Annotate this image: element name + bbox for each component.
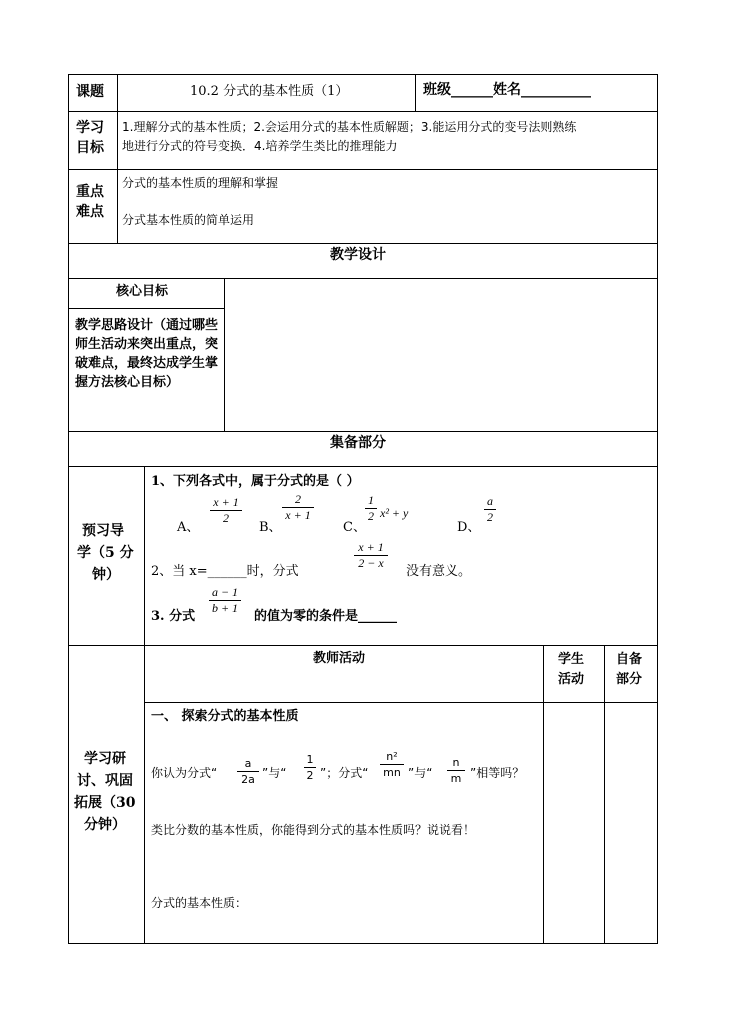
section-1-heading: 一、 探索分式的基本性质	[151, 709, 299, 724]
col-divider	[117, 74, 118, 244]
question-2-tail: 没有意义。	[406, 564, 472, 579]
key-points-label: 重点	[76, 184, 104, 200]
design-heading: 教学设计	[330, 247, 386, 263]
teacher-activity-header: 教师活动	[313, 651, 366, 666]
goals-text: 1.理解分式的基本性质；2.会运用分式的基本性质解题；3.能运用分式的变号法则熟练	[122, 120, 577, 134]
fraction-option-b: 2 x + 1	[282, 493, 314, 522]
prep-heading: 集备部分	[330, 435, 386, 451]
fraction-question-3: a − 1 b + 1	[209, 586, 241, 615]
student-activity-header: 活动	[558, 672, 585, 687]
equivalence-question: ”相等吗？	[470, 766, 525, 780]
question-1: 1、下列各式中，属于分式的是（ ）	[151, 474, 360, 489]
key-points-label: 难点	[76, 204, 104, 220]
study-label: 讨、巩固	[77, 773, 133, 789]
topic-value: 10.2 分式的基本性质（1）	[190, 84, 349, 99]
question-3: 3. 分式	[151, 609, 196, 624]
row-divider	[68, 111, 658, 112]
self-prep-header: 部分	[616, 672, 643, 687]
property-prompt: 分式的基本性质：	[151, 896, 248, 910]
row-divider	[68, 278, 658, 279]
question-2: 2、当 x=______时，分式	[151, 564, 299, 579]
preview-label: 预习导	[82, 523, 124, 539]
approach-label: 教学思路设计（通过哪些师生活动来突出重点，突破难点，最终达成学生掌握方法核心目标）	[75, 318, 219, 390]
table-border-top	[68, 74, 658, 75]
class-name-field: 班级______姓名__________	[423, 82, 591, 98]
row-divider	[144, 702, 658, 703]
row-divider	[68, 308, 224, 309]
goals-label: 目标	[76, 140, 104, 156]
option-b-label: B、	[259, 520, 282, 535]
option-d-label: D、	[457, 520, 481, 535]
fraction-n-over-m: n m	[447, 756, 465, 785]
option-c-tail: x² + y	[380, 506, 409, 520]
row-divider	[68, 169, 658, 170]
study-label: 学习研	[84, 751, 126, 767]
row-divider	[68, 431, 658, 432]
question-3-tail: 的值为零的条件是______	[254, 609, 398, 624]
equivalence-question: ”与“	[262, 766, 287, 780]
col-divider	[604, 645, 605, 944]
preview-label: 学（5 分	[77, 545, 134, 561]
fraction-option-c: 1 2	[365, 494, 377, 523]
self-prep-header: 自备	[616, 652, 643, 667]
table-border-bottom	[68, 943, 658, 944]
student-activity-header: 学生	[558, 652, 585, 667]
fraction-n2-over-mn: n² mn	[380, 750, 404, 779]
col-divider	[543, 645, 544, 944]
row-divider	[68, 645, 658, 646]
fraction-1-over-2: 1 2	[304, 753, 316, 782]
analogy-prompt: 类比分数的基本性质，你能得到分式的基本性质吗？说说看！	[151, 823, 476, 837]
equivalence-question: ”与“	[408, 766, 433, 780]
key-point-text: 分式的基本性质的理解和掌握	[122, 176, 279, 190]
goals-label: 学习	[76, 120, 104, 136]
table-border-right	[657, 74, 658, 944]
fraction-a-over-2a: a 2a	[237, 757, 259, 786]
option-a-label: A、	[177, 520, 200, 535]
col-divider	[144, 466, 145, 944]
topic-label: 课题	[76, 84, 104, 100]
equivalence-question: ”；分式“	[320, 766, 369, 780]
study-label: 分钟）	[84, 817, 126, 833]
row-divider	[68, 243, 658, 244]
core-goal-label: 核心目标	[116, 284, 169, 299]
fraction-option-a: x + 1 2	[210, 496, 242, 525]
row-divider	[68, 466, 658, 467]
option-c-label: C、	[343, 520, 366, 535]
fraction-question-2: x + 1 2 − x	[354, 541, 388, 570]
difficulty-text: 分式基本性质的简单运用	[122, 213, 255, 227]
equivalence-question: 你认为分式“	[151, 766, 218, 780]
goals-text: 地进行分式的符号变换．4.培养学生类比的推理能力	[122, 139, 398, 153]
col-divider	[224, 278, 225, 432]
table-border-left	[68, 74, 69, 944]
study-label: 拓展（30	[74, 795, 136, 811]
preview-label: 钟）	[92, 567, 120, 583]
fraction-option-d: a 2	[484, 495, 496, 524]
col-divider	[415, 74, 416, 112]
